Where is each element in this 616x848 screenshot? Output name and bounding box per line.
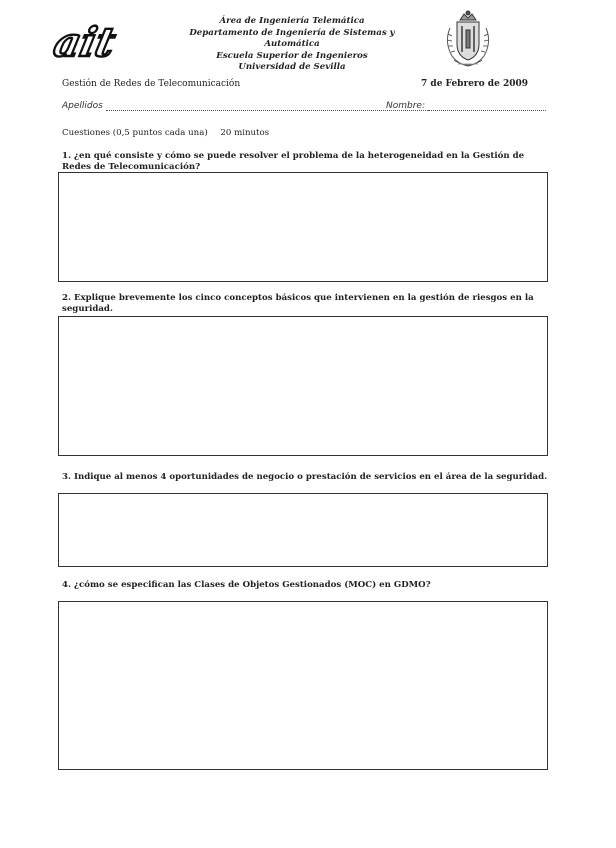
surname-label: Apellidos [62,101,103,111]
question-4: 4. ¿cómo se especifican las Clases de Objetos Gestionados (MOC) en GDMO? [62,580,431,590]
time-limit: 20 minutos [220,128,270,138]
answer-box-1[interactable] [58,172,548,282]
question-2: 2. Explique brevemente los cinco conceptos básicos que intervienen en la gestión de riesgos en la seguridad. [62,293,534,314]
question-1: 1. ¿en qué consiste y cómo se puede resolver el problema de la heterogeneidad en la Gestión de Redes de Telecomunicación? [62,151,525,172]
logo-text: ait [49,18,120,66]
name-label: Nombre: [386,101,425,111]
ait-logo [49,18,146,66]
answer-box-4[interactable] [58,601,548,770]
institution-department: Departamento de Ingeniería de Sistemas y Automática [189,27,395,49]
university-crest-icon [438,8,498,72]
answer-box-3[interactable] [58,493,548,567]
institution-school: Escuela Superior de Ingenieros [216,50,368,61]
exam-date: 7 de Febrero de 2009 [421,79,529,89]
name-fill-line[interactable] [428,110,546,111]
institution-header [172,16,412,74]
question-3: 3. Indique al menos 4 oportunidades de negocio o prestación de servicios en el área de la seguridad. [62,472,548,482]
institution-university: Universidad de Sevilla [238,62,346,72]
instructions [62,128,269,138]
institution-area: Área de Ingeniería Telemática [219,16,365,26]
instructions-text: Cuestiones (0,5 puntos cada una) [62,128,208,138]
answer-box-2[interactable] [58,316,548,456]
course-title: Gestión de Redes de Telecomunicación [62,79,241,89]
student-identification-row [62,101,546,114]
